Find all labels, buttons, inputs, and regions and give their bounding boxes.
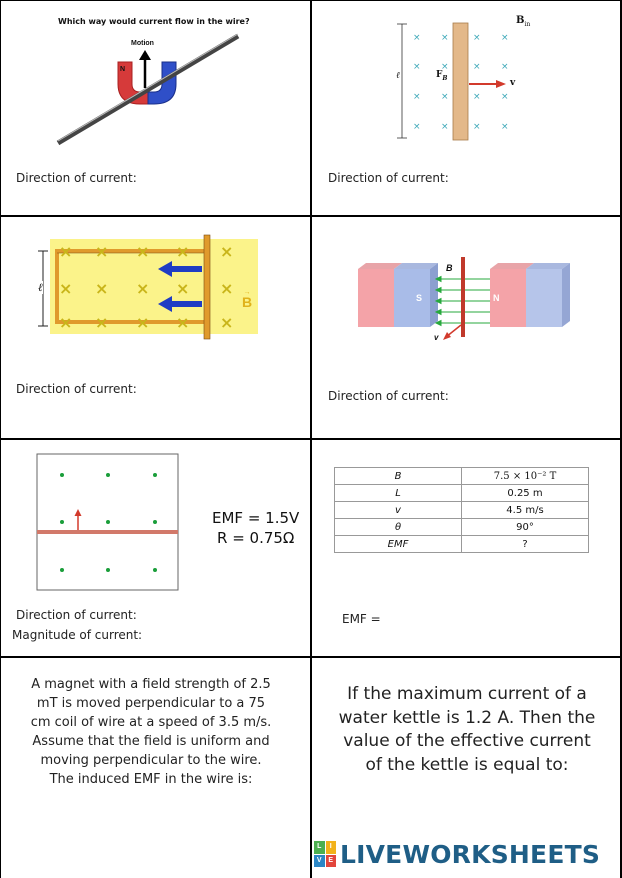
- q6-variable-value: ?: [462, 536, 589, 553]
- q8-question: If the maximum current of a water kettle is 1.2 A. Then the value of the effective current of the kettle is equal to:: [338, 684, 596, 775]
- q6-table-row: [335, 536, 589, 553]
- logo-letter-l: L: [314, 841, 325, 854]
- q6-variable-value: 4.5 m/s: [462, 502, 589, 519]
- q6-variable-name: EMF: [335, 536, 462, 553]
- svg-text:×: ×: [176, 279, 190, 298]
- q2-force-label: $F_B$: [436, 70, 448, 82]
- svg-text:×: ×: [473, 92, 481, 102]
- q5-direction-label: Direction of current:: [16, 608, 137, 622]
- q6-variable-value: 90°: [462, 519, 589, 536]
- svg-text:×: ×: [95, 242, 109, 261]
- q2-velocity-label: v: [510, 78, 516, 88]
- q7-question: A magnet with a field strength of 2.5 mT is moved perpendicular to a 75 cm coil of wire at a speed of 3.5 m/s. Assume that the field is uniform and moving perpendicular to the wire. The induced EMF in the wire is:: [30, 677, 272, 787]
- svg-text:×: ×: [136, 242, 150, 261]
- q6-variable-name: θ: [335, 519, 462, 536]
- card-q5: [0, 440, 310, 656]
- q1-pole-n: N: [120, 66, 126, 73]
- q6-table-row: [335, 468, 589, 485]
- card-q4: [312, 217, 622, 438]
- logo-text: LIVEWORKSHEETS: [340, 839, 601, 869]
- svg-text:×: ×: [220, 242, 234, 261]
- q1-answer-label: Direction of current:: [16, 171, 137, 185]
- q2-field-label: $B_{in}$: [516, 15, 531, 28]
- q1-motion-label: Motion: [131, 40, 154, 47]
- svg-text:×: ×: [441, 33, 449, 43]
- svg-text:×: ×: [59, 279, 73, 298]
- svg-text:×: ×: [501, 33, 509, 43]
- svg-text:×: ×: [220, 279, 234, 298]
- svg-text:×: ×: [473, 62, 481, 72]
- q4-velocity-label: v: [434, 333, 439, 342]
- q4-pole-s: S: [416, 293, 423, 303]
- q4-right-magnet-blue: [526, 269, 562, 327]
- q5-emf: EMF = 1.5V: [212, 509, 300, 527]
- q6-variable-value: 0.25 m: [462, 485, 589, 502]
- q3-arrow-top: [170, 266, 202, 272]
- logo-letter-i: I: [326, 841, 337, 854]
- q4-wire: [461, 257, 465, 337]
- q6-values-table: [334, 467, 589, 553]
- q4-answer-label: Direction of current:: [328, 389, 449, 403]
- q5-rod: [37, 530, 178, 534]
- svg-text:×: ×: [136, 279, 150, 298]
- svg-text:×: ×: [501, 92, 509, 102]
- q6-variable-name: B: [335, 468, 462, 485]
- svg-text:×: ×: [95, 313, 109, 332]
- q2-diagram: [312, 0, 622, 160]
- q1-question: Which way would current flow in the wire?: [58, 17, 250, 26]
- svg-text:×: ×: [501, 62, 509, 72]
- q3-length-label: ℓ: [38, 281, 43, 294]
- q6-variable-value: 7.5 × 10⁻² T: [462, 468, 589, 485]
- q1-diagram: [0, 0, 310, 160]
- q5-resistance: R = 0.75Ω: [217, 529, 295, 547]
- q6-variable-name: L: [335, 485, 462, 502]
- q4-left-magnet-blue: [394, 269, 430, 327]
- q6-table-row: [335, 519, 589, 536]
- q3-diagram: [0, 217, 310, 347]
- card-q6: [312, 440, 622, 656]
- card-q1: [0, 0, 310, 215]
- svg-text:×: ×: [176, 242, 190, 261]
- svg-text:×: ×: [441, 122, 449, 132]
- q6-variable-name: v: [335, 502, 462, 519]
- q2-answer-label: Direction of current:: [328, 171, 449, 185]
- svg-text:×: ×: [473, 33, 481, 43]
- q2-length-label: ℓ: [396, 71, 400, 81]
- logo-mark: [314, 841, 336, 867]
- logo-letter-e: E: [326, 855, 337, 868]
- svg-text:×: ×: [220, 313, 234, 332]
- svg-text:×: ×: [59, 313, 73, 332]
- q1-wire: [58, 36, 238, 143]
- card-q3: [0, 217, 310, 438]
- q5-magnitude-label: Magnitude of current:: [12, 628, 143, 642]
- svg-text:×: ×: [176, 313, 190, 332]
- svg-text:×: ×: [413, 122, 421, 132]
- svg-text:×: ×: [136, 313, 150, 332]
- svg-text:×: ×: [441, 62, 449, 72]
- q4-pole-n: N: [493, 293, 500, 303]
- q3-answer-label: Direction of current:: [16, 382, 137, 396]
- svg-text:×: ×: [413, 33, 421, 43]
- card-q2: [312, 0, 622, 215]
- q6-answer-label: EMF =: [342, 612, 381, 626]
- q2-rod: [453, 23, 468, 140]
- svg-text:×: ×: [473, 122, 481, 132]
- q6-table-row: [335, 485, 589, 502]
- svg-text:×: ×: [441, 92, 449, 102]
- q4-field-label: B: [446, 263, 453, 273]
- q6-table-row: [335, 502, 589, 519]
- svg-text:×: ×: [59, 242, 73, 261]
- q3-arrow-bottom: [170, 301, 202, 307]
- q3-rod: [204, 235, 210, 339]
- q4-diagram: [312, 217, 622, 357]
- card-q7: [0, 658, 310, 878]
- q3-field-vector-arrow: →: [243, 289, 251, 296]
- q3-field-label: → B: [241, 289, 253, 310]
- svg-text:×: ×: [501, 122, 509, 132]
- liveworksheets-logo: [314, 838, 600, 870]
- svg-text:×: ×: [413, 62, 421, 72]
- svg-text:×: ×: [413, 92, 421, 102]
- svg-text:×: ×: [95, 279, 109, 298]
- logo-letter-v: V: [314, 855, 325, 868]
- q4-left-magnet-red: [358, 269, 394, 327]
